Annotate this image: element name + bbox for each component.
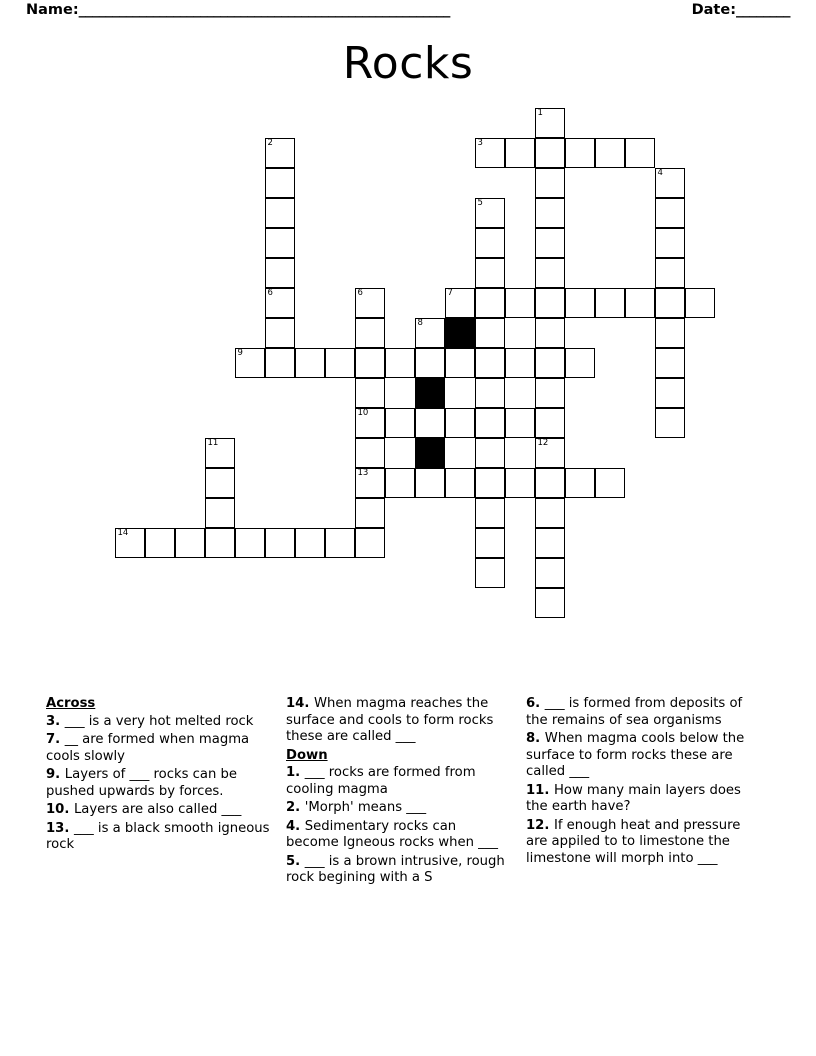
grid-cell[interactable] <box>565 468 595 498</box>
clue-text: __ are formed when magma cools slowly <box>46 732 250 764</box>
clue-item <box>526 783 750 816</box>
clue-text: ___ is formed from deposits of the remains of sea organisms <box>526 696 743 728</box>
grid-cell[interactable] <box>475 288 505 318</box>
grid-cell[interactable] <box>475 138 505 168</box>
grid-cell[interactable] <box>475 498 505 528</box>
clue-text: 'Morph' means ___ <box>304 800 427 815</box>
grid-cell[interactable] <box>475 258 505 288</box>
clue-list-2 <box>286 696 510 887</box>
clue-item <box>286 854 510 887</box>
grid-cell-number: 4 <box>657 168 663 178</box>
grid-cell[interactable] <box>565 348 595 378</box>
grid-cell[interactable] <box>505 348 535 378</box>
grid-cell[interactable] <box>595 288 625 318</box>
clue-text: ___ is a brown intrusive, rough rock begining with a S <box>286 853 505 885</box>
grid-cell[interactable] <box>535 288 565 318</box>
grid-cell[interactable] <box>505 138 535 168</box>
grid-cell[interactable] <box>475 528 505 558</box>
grid-cell[interactable] <box>655 168 685 198</box>
grid-cell[interactable] <box>535 108 565 138</box>
grid-cell[interactable] <box>535 528 565 558</box>
date-label: Date: <box>691 2 736 18</box>
grid-cell[interactable] <box>475 318 505 348</box>
grid-cell[interactable] <box>205 528 235 558</box>
grid-cell-number: 1 <box>537 108 543 118</box>
grid-cell-number: 5 <box>477 198 483 208</box>
clue-item <box>526 696 750 729</box>
grid-cell[interactable] <box>205 438 235 468</box>
crossword-grid[interactable] <box>0 108 816 648</box>
clue-text: ___ rocks are formed from cooling magma <box>286 765 476 797</box>
grid-cell[interactable] <box>535 588 565 618</box>
grid-cell[interactable] <box>475 348 505 378</box>
grid-cell[interactable] <box>295 528 325 558</box>
grid-cell-number: 6 <box>357 288 363 298</box>
grid-cell[interactable] <box>415 348 445 378</box>
clue-item <box>526 818 750 868</box>
clue-text: Layers of ___ rocks can be pushed upwards by forces. <box>46 767 238 799</box>
grid-cell-blocked <box>445 318 475 348</box>
grid-cell-number: 11 <box>207 438 219 448</box>
grid-cell[interactable] <box>205 498 235 528</box>
clue-list-3 <box>526 696 750 867</box>
grid-cell[interactable] <box>385 408 415 438</box>
grid-cell[interactable] <box>265 138 295 168</box>
clue-item <box>46 714 270 731</box>
clue-item <box>46 821 270 854</box>
grid-cell[interactable] <box>535 138 565 168</box>
grid-cell[interactable] <box>535 168 565 198</box>
grid-cell[interactable] <box>475 468 505 498</box>
date-field-group <box>692 2 790 18</box>
across-clue-list <box>46 714 270 854</box>
grid-cell[interactable] <box>475 438 505 468</box>
grid-cell[interactable] <box>655 228 685 258</box>
grid-cell[interactable] <box>535 378 565 408</box>
clue-number: 3. <box>46 713 65 729</box>
grid-cell[interactable] <box>235 528 265 558</box>
grid-cell[interactable] <box>505 408 535 438</box>
grid-cell[interactable] <box>355 318 385 348</box>
grid-cell[interactable] <box>535 318 565 348</box>
grid-cell[interactable] <box>355 438 385 468</box>
grid-cell[interactable] <box>445 348 475 378</box>
grid-cell[interactable] <box>265 528 295 558</box>
grid-cell[interactable] <box>535 558 565 588</box>
grid-cell[interactable] <box>265 318 295 348</box>
grid-cell[interactable] <box>205 468 235 498</box>
clue-number: 11. <box>526 782 554 798</box>
grid-cell-number: 9 <box>237 348 243 358</box>
grid-cell-number: 8 <box>417 318 423 328</box>
clue-number: 2. <box>286 800 305 815</box>
grid-cell[interactable] <box>535 438 565 468</box>
grid-cell[interactable] <box>535 228 565 258</box>
grid-cell[interactable] <box>535 408 565 438</box>
grid-cell[interactable] <box>595 468 625 498</box>
grid-cell-number: 12 <box>537 438 549 448</box>
name-input-rule[interactable]: _______________________________________________________ <box>78 2 450 18</box>
grid-cell[interactable] <box>415 408 445 438</box>
grid-cell[interactable] <box>535 258 565 288</box>
clue-number: 13. <box>46 820 74 836</box>
grid-cell[interactable] <box>535 198 565 228</box>
grid-cell[interactable] <box>535 468 565 498</box>
grid-cell[interactable] <box>145 528 175 558</box>
grid-cell[interactable] <box>535 498 565 528</box>
down-heading: Down <box>286 747 328 763</box>
grid-cell[interactable] <box>685 288 715 318</box>
grid-cell[interactable] <box>445 288 475 318</box>
clue-text: When magma reaches the surface and cools to form rocks these are called ___ <box>286 696 494 744</box>
clue-text: Layers are also called ___ <box>73 802 242 817</box>
name-field-group <box>26 2 450 18</box>
grid-cell[interactable] <box>325 528 355 558</box>
grid-cell[interactable] <box>655 288 685 318</box>
clue-text: When magma cools below the surface to form rocks these are called ___ <box>526 731 745 779</box>
grid-cell[interactable] <box>595 138 625 168</box>
clue-number: 14. <box>286 696 314 711</box>
grid-cell-number: 14 <box>117 528 129 538</box>
grid-cell[interactable] <box>625 138 655 168</box>
clue-item <box>286 765 510 798</box>
grid-cell[interactable] <box>265 288 295 318</box>
page-title: Rocks <box>342 38 474 89</box>
name-label: Name: <box>26 2 79 18</box>
clue-number: 8. <box>526 731 545 746</box>
grid-cell[interactable] <box>325 348 355 378</box>
grid-cell[interactable] <box>475 198 505 228</box>
clue-text: Sedimentary rocks can become Igneous rocks when ___ <box>286 818 498 850</box>
across-heading: Across <box>46 696 96 711</box>
grid-cell[interactable] <box>655 348 685 378</box>
grid-cell[interactable] <box>415 468 445 498</box>
clue-number: 6. <box>526 696 545 711</box>
grid-cell[interactable] <box>565 288 595 318</box>
date-input-rule[interactable]: ________ <box>736 2 790 18</box>
name-date-header <box>26 2 790 18</box>
grid-cell[interactable] <box>355 408 385 438</box>
clue-number: 4. <box>286 818 305 834</box>
grid-cell[interactable] <box>115 528 145 558</box>
clue-number: 10. <box>46 802 74 817</box>
grid-cell[interactable] <box>385 468 415 498</box>
grid-cell-number: 10 <box>357 408 369 418</box>
grid-cell[interactable] <box>505 468 535 498</box>
clues-area <box>46 696 776 889</box>
grid-cell[interactable] <box>625 288 655 318</box>
clue-column-2 <box>286 696 526 889</box>
clue-text: ___ is a black smooth igneous rock <box>46 820 270 852</box>
grid-cell[interactable] <box>265 228 295 258</box>
grid-cell-blocked <box>415 438 445 468</box>
grid-cell[interactable] <box>445 468 475 498</box>
grid-cell[interactable] <box>355 378 385 408</box>
clue-item <box>46 767 270 800</box>
grid-cell-number: 6 <box>267 288 273 298</box>
clue-text: ___ is a very hot melted rock <box>64 713 254 729</box>
grid-cell[interactable] <box>475 378 505 408</box>
grid-cell[interactable] <box>265 168 295 198</box>
grid-cell[interactable] <box>655 258 685 288</box>
clue-text: How many main layers does the earth have? <box>526 782 741 814</box>
grid-cell-number: 3 <box>477 138 483 148</box>
grid-cell[interactable] <box>355 288 385 318</box>
grid-cell[interactable] <box>265 198 295 228</box>
grid-cell[interactable] <box>415 318 445 348</box>
clue-number: 1. <box>286 765 305 780</box>
grid-cell[interactable] <box>355 468 385 498</box>
clue-item <box>286 819 510 852</box>
clue-item <box>286 696 510 746</box>
grid-cell-number: 7 <box>447 288 453 298</box>
grid-cell[interactable] <box>535 348 565 378</box>
grid-cell-blocked <box>415 378 445 408</box>
grid-cell[interactable] <box>175 528 205 558</box>
clue-number: 9. <box>46 767 65 782</box>
grid-cell-number: 13 <box>357 468 369 478</box>
clue-item <box>46 802 270 819</box>
grid-cell-number: 2 <box>267 138 273 148</box>
grid-cell[interactable] <box>355 498 385 528</box>
grid-cell[interactable] <box>235 348 265 378</box>
grid-cell[interactable] <box>475 558 505 588</box>
grid-cell[interactable] <box>565 138 595 168</box>
grid-cell[interactable] <box>355 528 385 558</box>
clue-item <box>526 731 750 781</box>
clue-column-3 <box>526 696 766 889</box>
clue-text: If enough heat and pressure are appiled to to limestone the limestone will morph into ___ <box>526 817 741 866</box>
grid-cell[interactable] <box>655 378 685 408</box>
grid-cell[interactable] <box>655 198 685 228</box>
grid-cell[interactable] <box>265 348 295 378</box>
clue-column-1 <box>46 696 286 889</box>
clue-item <box>286 800 510 817</box>
grid-cell[interactable] <box>295 348 325 378</box>
grid-cell[interactable] <box>265 258 295 288</box>
grid-cell[interactable] <box>655 318 685 348</box>
grid-cell[interactable] <box>475 408 505 438</box>
grid-cell[interactable] <box>475 228 505 258</box>
grid-cell[interactable] <box>655 408 685 438</box>
clue-number: 12. <box>526 817 554 833</box>
grid-cell[interactable] <box>355 348 385 378</box>
grid-cell[interactable] <box>385 348 415 378</box>
clue-number: 5. <box>286 853 305 869</box>
clue-item <box>46 732 270 765</box>
grid-cell[interactable] <box>505 288 535 318</box>
clue-number: 7. <box>46 732 65 747</box>
grid-cell[interactable] <box>445 408 475 438</box>
